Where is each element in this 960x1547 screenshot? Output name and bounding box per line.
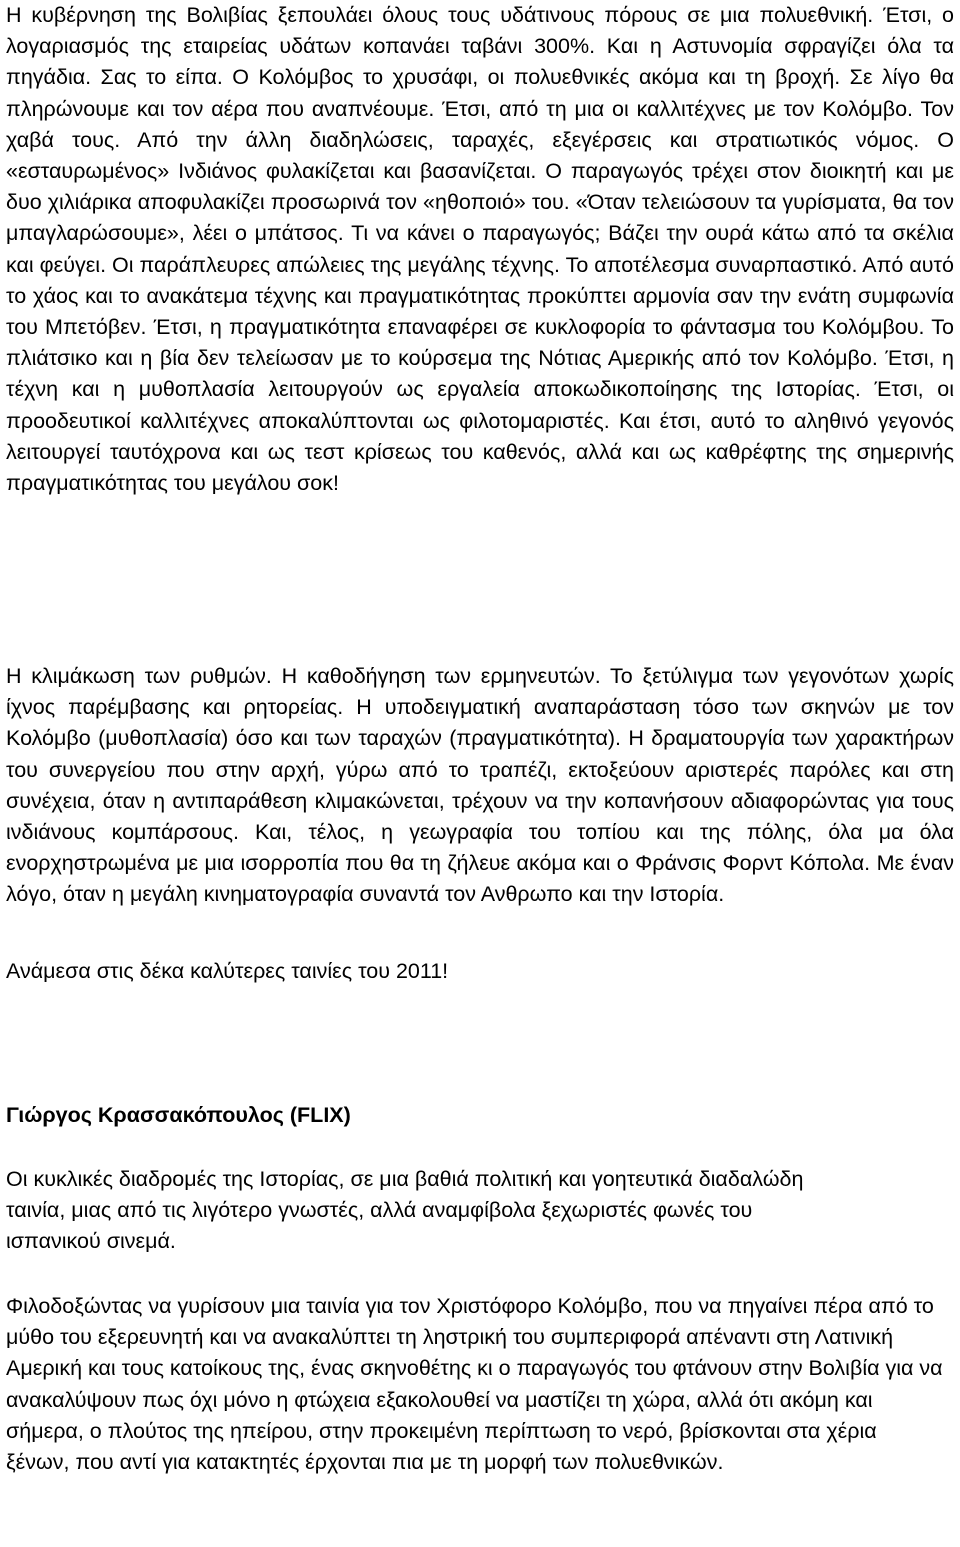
review-paragraph-1: Η κυβέρνηση της Βολιβίας ξεπουλάει όλους τους υδάτινους πόρους σε μια πολυεθνική. Έτσι, ο λογαριασμός της εταιρείας υδάτων κοπανάει ταβάνι 300%. Και η Αστυνομία σφραγίζει όλα τα πηγάδια. Σας το είπα. Ο Κολόμβος το χρυσάφι, οι πολυεθνικές ακόμα και τη βροχή. Σε λίγο θα πληρώνουμε και τον αέρα που αναπνέουμε. Έτσι, από τη μια οι καλλιτέχνες με τον Κολόμβο. Τον χαβά τους. Από την άλλη διαδηλώσεις, ταραχές, εξεγέρσεις και στρατιωτικός νόμος. Ο «εσταυρωμένος» Ινδιάνος φυλακίζεται και βασανίζεται. Ο παραγωγός τρέχει στον διοικητή και με δυο χιλιάρικα αποφυλακίζει προσωρινά τον «ηθοποιό» του. «Όταν τελειώσουν τα γυρίσματα, θα τον μπαγλαρώσουμε», λέει ο μπάτσος. Τι να κάνει ο παραγωγός; Βάζει την ουρά κάτω από τα σκέλια και φεύγει. Οι παράπλευρες απώλειες της μεγάλης τέχνης. Το αποτέλεσμα συναρπαστικό. Από αυτό το χάος και το ανακάτεμα τέχνης και πραγματικότητας προκύπτει αρμονία σαν την ενάτη συμφωνία του Μπετόβεν. Έτσι, η πραγματικότητα επαναφέρει σε κυκλοφορία το φάντασμα του Κολόμβου. Το πλιάτσικο και η βία δεν τελείωσαν με το κούρσεμα της Νότιας Αμερικής από τον Κολόμβο. Έτσι, η τέχνη και η μυθοπλασία λειτουργούν ως εργαλεία αποκωδικοποίησης της Ιστορίας. Έτσι, οι προοδευτικοί καλλιτέχνες αποκαλύπτονται ως φιλοτομαριστές. Και έτσι, αυτό το αληθινό γεγονός λειτουργεί ταυτόχρονα και ως τεστ κρίσεως του καθενός, αλλά και ως καθρέφτης της σημερινής πραγματικότητας του μεγάλου σοκ! — [6, 3, 954, 496]
review-paragraph-4: Οι κυκλικές διαδρομές της Ιστορίας, σε μια βαθιά πολιτική και γοητευτικά διαδαλώδη ταινία, μιας από τις λιγότερο γνωστές, αλλά αναμφίβολα ξεχωριστές φωνές του ισπανικού σινεμά. — [6, 1167, 804, 1254]
review-paragraph-2: Η κλιμάκωση των ρυθμών. Η καθοδήγηση των ερμηνευτών. Το ξετύλιγμα των γεγονότων χωρίς ίχνος παρέμβασης και ρητορείας. Η υποδειγματική αναπαράσταση τόσο των σκηνών με τον Κολόμβο (μυθοπλασία) όσο και των ταραχών (πραγματικότητα). Η δραματουργία των χαρακτήρων του συνεργείου που στην αρχή, γύρω από το τραπέζι, εκτοξεύουν αριστερές παρόλες και στη συνέχεια, όταν η αντιπαράθεση κλιμακώνεται, τρέχουν να την κοπανήσουν αδιαφορώντας για τους ινδιάνους κομπάρσους. Και, τέλος, η γεωγραφία του τοπίου και της πόλης, όλα μα όλα ενορχηστρωμένα με μια ισορροπία που θα τη ζήλευε ακόμα και ο Φράνσις Φορντ Κόπολα. Με έναν λόγο, όταν η μεγάλη κινηματογραφία συναντά τον Ανθρωπο και την Ιστορία. — [6, 664, 954, 907]
review-paragraph-5: Φιλοδοξώντας να γυρίσουν μια ταινία για τον Χριστόφορο Κολόμβο, που να πηγαίνει πέρα από το μύθο του εξερευνητή και να ανακαλύπτει τη ληστρική του συμπεριφορά απέναντι στη Λατινική Αμερική και τους κατοίκους της, ένας σκηνοθέτης κι ο παραγωγός του φτάνουν στην Βολιβία για να ανακαλύψουν πως όχι μόνο η φτώχεια εξακολουθεί να μαστίζει τη χώρα, αλλά ότι ακόμη και σήμερα, ο πλούτος της ηπείρου, στην προκειμένη περίπτωση το νερό, βρίσκονται στα χέρια ξένων, που αντί για κατακτητές έρχονται πια με τη μορφή των πολυεθνικών. — [6, 1294, 943, 1475]
review-paragraph-3: Ανάμεσα στις δέκα καλύτερες ταινίες του 2011! — [6, 959, 449, 983]
author-heading: Γιώργος Κρασσακόπουλος (FLIX) — [6, 1103, 351, 1127]
